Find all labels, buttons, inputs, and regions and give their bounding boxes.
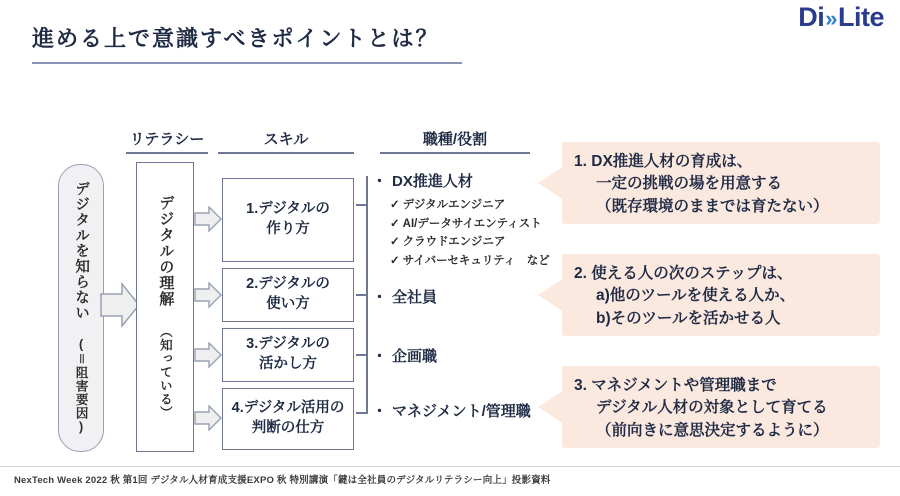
di-lite-logo [798, 2, 884, 33]
skill-line2: 作り方 [266, 221, 310, 237]
role-connector-tick [356, 204, 368, 206]
role-connector-tick [356, 354, 368, 356]
header-underline [380, 152, 530, 154]
role-item-planning [372, 345, 437, 366]
callout-number: 1. [574, 153, 587, 170]
bullet-icon: ・ [372, 348, 388, 365]
transition-arrow-icon [100, 282, 140, 328]
column-header-literacy-label: リテラシー [129, 131, 205, 148]
literacy-box-text [156, 195, 175, 420]
role-item-dx [372, 170, 473, 191]
role-detail-label: サイバーセキュリティ など [402, 254, 550, 267]
skill-line2: 活かし方 [258, 356, 317, 372]
bullet-icon: ・ [372, 173, 388, 190]
role-connector-tick [356, 294, 368, 296]
bullet-icon: ・ [372, 289, 388, 306]
logo-chevron: » [825, 6, 837, 31]
callout-line1 [574, 375, 868, 397]
callout-3 [562, 366, 880, 448]
role-label: DX推進人材 [392, 173, 473, 190]
left-state-bar-text [72, 181, 90, 435]
callout-line1 [574, 151, 868, 173]
skill-arrow-icon [194, 405, 222, 431]
skill-box [222, 388, 354, 450]
check-icon: ✓ [390, 217, 400, 230]
role-detail-item [390, 252, 550, 271]
header-underline [218, 152, 354, 154]
role-detail-label: クラウドエンジニア [402, 236, 506, 249]
skill-line1: 4.デジタル活用の [231, 400, 345, 417]
footer-divider [0, 466, 900, 467]
column-header-skill-label: スキル [263, 131, 309, 148]
skill-line1: 1.デジタルの [246, 201, 330, 218]
skill-line1: 2.デジタルの [246, 276, 330, 293]
role-item-management [372, 400, 531, 421]
callout-text3: b)そのツールを活かせる人 [596, 309, 781, 327]
left-state-line1: デジタルを知らない [73, 181, 90, 321]
role-detail-item [390, 233, 550, 252]
logo-di: Di [798, 2, 825, 32]
skill-box [222, 178, 354, 262]
left-state-bar [58, 164, 104, 452]
callout-number: 2. [574, 265, 587, 282]
skill-box [222, 268, 354, 322]
role-item-all-employees [372, 286, 437, 307]
skill-box [222, 328, 354, 382]
callout-text2: 一定の挑戦の場を用意する [596, 175, 783, 193]
callout-number: 3. [574, 377, 587, 394]
callout-text1: DX推進人材の育成は、 [591, 153, 753, 170]
skill-line2: 判断の仕方 [251, 420, 325, 436]
role-detail-item [390, 196, 550, 215]
page-title: 進める上で意識すべきポイントとは？ [32, 26, 440, 51]
callout-tail-icon [538, 390, 564, 424]
callout-text2: a)他のツールを使える人か、 [596, 287, 796, 305]
check-icon: ✓ [390, 199, 400, 211]
role-detail-label: AI/データサイエンティスト [402, 217, 542, 230]
callout-2 [562, 254, 880, 336]
header-underline [126, 152, 208, 154]
role-detail-list [390, 196, 550, 271]
footer-note: NexTech Week 2022 秋 第1回 デジタル人材育成支援EXPO 秋 特別講演「鍵は全社員のデジタルリテラシー向上」投影資料 [14, 475, 551, 486]
skill-arrow-icon [194, 206, 222, 232]
title-divider [32, 62, 462, 64]
callout-text3: （既存環境のままでは育たない） [596, 197, 829, 215]
skill-line1: 3.デジタルの [246, 336, 330, 353]
column-header-skill [218, 128, 354, 154]
callout-tail-icon [538, 278, 564, 312]
role-detail-label: デジタルエンジニア [402, 199, 506, 211]
skill-arrow-icon [194, 342, 222, 368]
callout-text2: デジタル人材の対象として育てる [596, 399, 828, 417]
role-label: マネジメント/管理職 [392, 403, 531, 420]
column-header-role-label: 職種/役割 [422, 131, 488, 148]
role-label: 全社員 [392, 289, 438, 306]
left-state-line2: (＝阻害要因) [74, 337, 89, 435]
skill-line2: 使い方 [266, 296, 310, 312]
check-icon: ✓ [390, 236, 400, 249]
role-label: 企画職 [392, 348, 438, 365]
logo-lite: Lite [837, 2, 884, 32]
callout-text3: （前向きに意思決定するように） [596, 421, 829, 439]
column-header-role [380, 128, 530, 154]
role-detail-item [390, 215, 550, 234]
role-connector-tick [356, 412, 368, 414]
column-header-literacy [126, 128, 208, 154]
callout-text1: マネジメントや管理職まで [591, 377, 777, 394]
literacy-line2: （知っている） [158, 324, 173, 420]
callout-line1 [574, 263, 868, 285]
callout-tail-icon [538, 166, 564, 200]
skill-arrow-icon [194, 282, 222, 308]
literacy-box [136, 162, 194, 452]
check-icon: ✓ [390, 254, 400, 267]
literacy-line1: デジタルの理解 [157, 194, 175, 307]
callout-text1: 使える人の次のステップは、 [591, 265, 793, 282]
callout-1 [562, 142, 880, 224]
bullet-icon: ・ [372, 403, 388, 420]
